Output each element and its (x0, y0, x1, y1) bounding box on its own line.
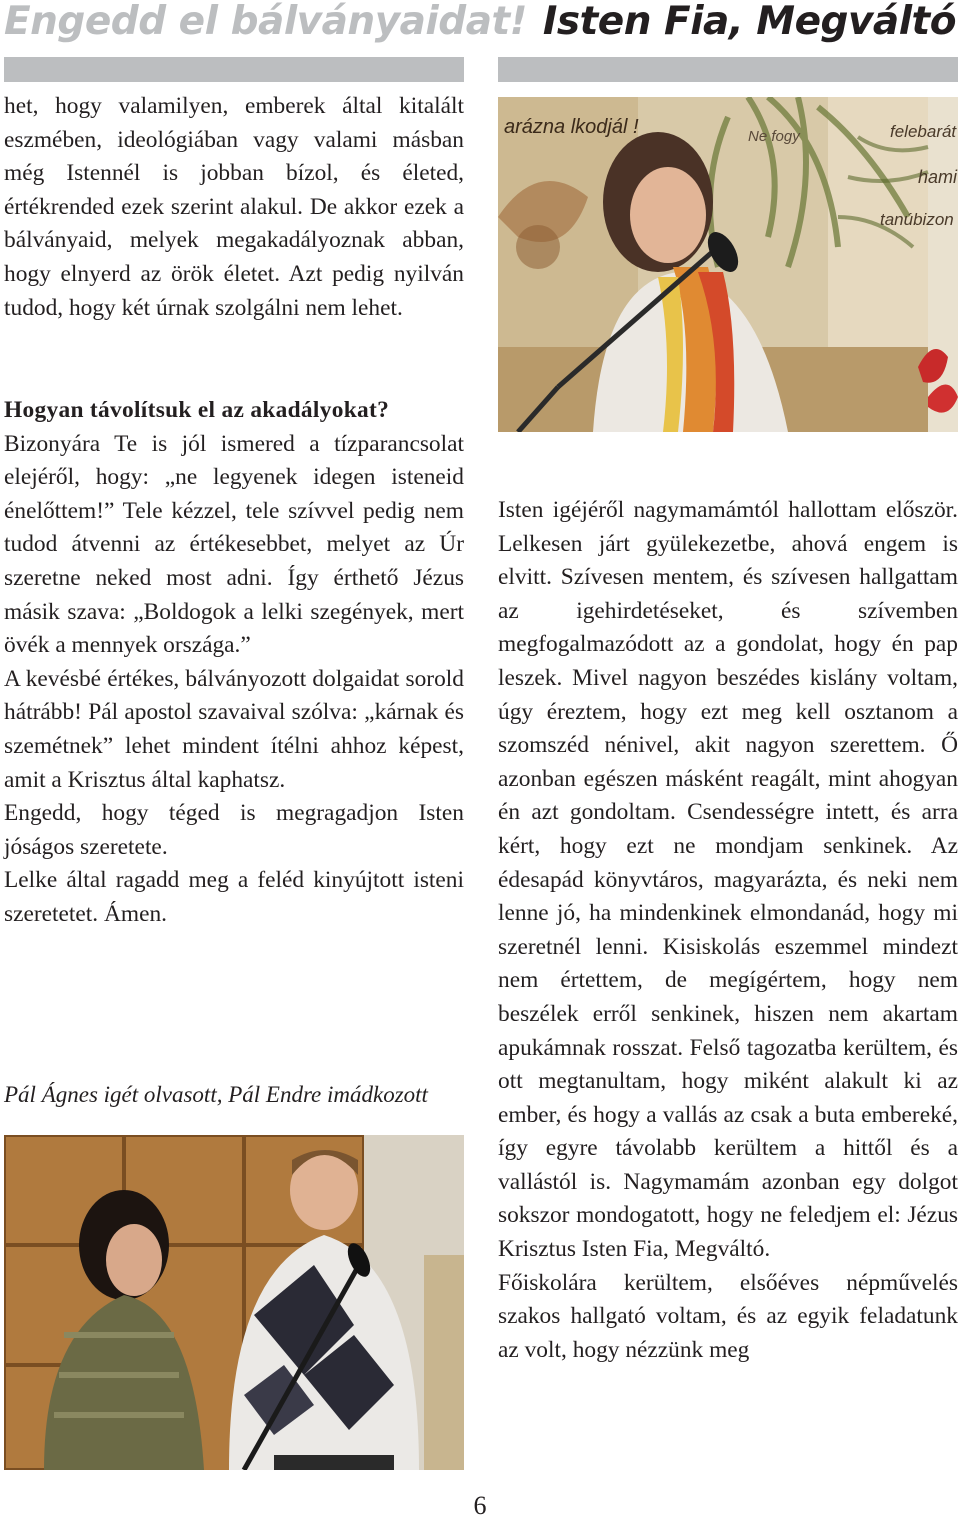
right-article-block (498, 494, 958, 1367)
left-paragraph-4: Lelke által ragadd meg a feléd kinyújtott isteni szeretetet. Ámen. (4, 867, 464, 927)
title-divider-right (498, 57, 958, 82)
wall-text-4: hami (918, 167, 958, 187)
photo-caption: Pál Ágnes igét olvasott, Pál Endre imádkozott (4, 1082, 428, 1107)
left-paragraph-2: A kevésbé értékes, bálványozott dolgaidat sorold hátrább! Pál apostol szavaival szólva: „kárnak és szemétnek” lehet mindent ítélni ahhoz képest, amit a Krisztus által kaphatsz. (4, 665, 464, 793)
right-paragraph-1: Isten igéjéről nagymamámtól hallottam először. Lelkesen járt gyülekezetbe, ahová engem is elvitt. Szívesen mentem, és szívesen hallgattam az igehirdetéseket, és szívemben megfogalmazódott az a gondolat, hogy én pap leszek. Mivel nagyon beszédes kislány voltam, úgy éreztem, hogy ezt meg kell osztanom a szomszéd nénivel, akit nagyon szerettem. Ő azonban egészen másként reagált, mint ahogyan én azt gondoltam. Csendességre intett, és arra kért, hogy ezt ne mondjam senkinek. Az édesapád könyvtáros, magyarázta, és neki nem lenne jó, ha mindenkinek elmondanád, hogy mi szeretnél lenni. Kisiskolás eszemmel mindezt nem értettem, de megígértem, hogy nem beszélek erről senkinek, hiszen nem akartam apukámnak rosszat. Felső tagozatba kerültem, és ott megtanultam, hogy miként alakult ki az ember, és hogy a vallás az csak a buta embereké, így egyre távolabb kerültem a hittől és a vallástól is. Nagymamám azonban egy dolgot sokszor mondogatott, hogy ne feledjem el: Jézus Krisztus Isten Fia, Megváltó. (498, 497, 958, 1263)
right-paragraph-2: Főiskolára kerültem, elsőéves népművelés szakos hallgató voltam, és az egyik feladatunk az volt, hogy nézzünk meg (498, 1269, 958, 1363)
wall-text-2: Ne fogy (748, 128, 800, 145)
page-number: 6 (473, 1491, 487, 1520)
wall-text-3: felebarát (890, 122, 957, 141)
left-paragraph-1: Bizonyára Te is jól ismered a tízparancsolat elejéről, hogy: „ne legyenek idegen isteneid énelőttem!” Tele kézzel, tele szívvel pedig nem tudod átvenni az értékesebbet, melyet az Úr szeretne neked most adni. Így érthető Jézus másik szava: „Boldogok a lelki szegények, mert övék a mennyek országa.” (4, 430, 464, 659)
article-subheading: Hogyan távolítsuk el az akadályokat? (4, 397, 390, 423)
wall-text-1: arázna lkodjál ! (504, 116, 639, 138)
wall-text-5: tanúbizon (880, 210, 954, 229)
speaker-photo (498, 97, 958, 432)
section-title-left: Engedd el bálványaidat! (4, 0, 527, 44)
left-intro-block (4, 90, 464, 325)
section-title-right: Isten Fia, Megváltó (542, 0, 956, 44)
left-article-block (4, 394, 464, 932)
left-paragraph-3: Engedd, hogy téged is megragadjon Isten jóságos szeretete. (4, 800, 464, 860)
left-intro-paragraph: het, hogy valamilyen, emberek által kitalált eszmében, ideológiában vagy valami másban még Istennél is jobban bízol, és életed, értékrended ezek szerint alakul. De akkor ezek a bálványaid, melyek megakadályoznak abban, hogy elnyerd az örök életet. Azt pedig nyilván tudod, hogy két úrnak szolgálni nem lehet. (4, 93, 464, 321)
readers-photo (4, 1135, 464, 1470)
title-divider-left (4, 57, 464, 82)
